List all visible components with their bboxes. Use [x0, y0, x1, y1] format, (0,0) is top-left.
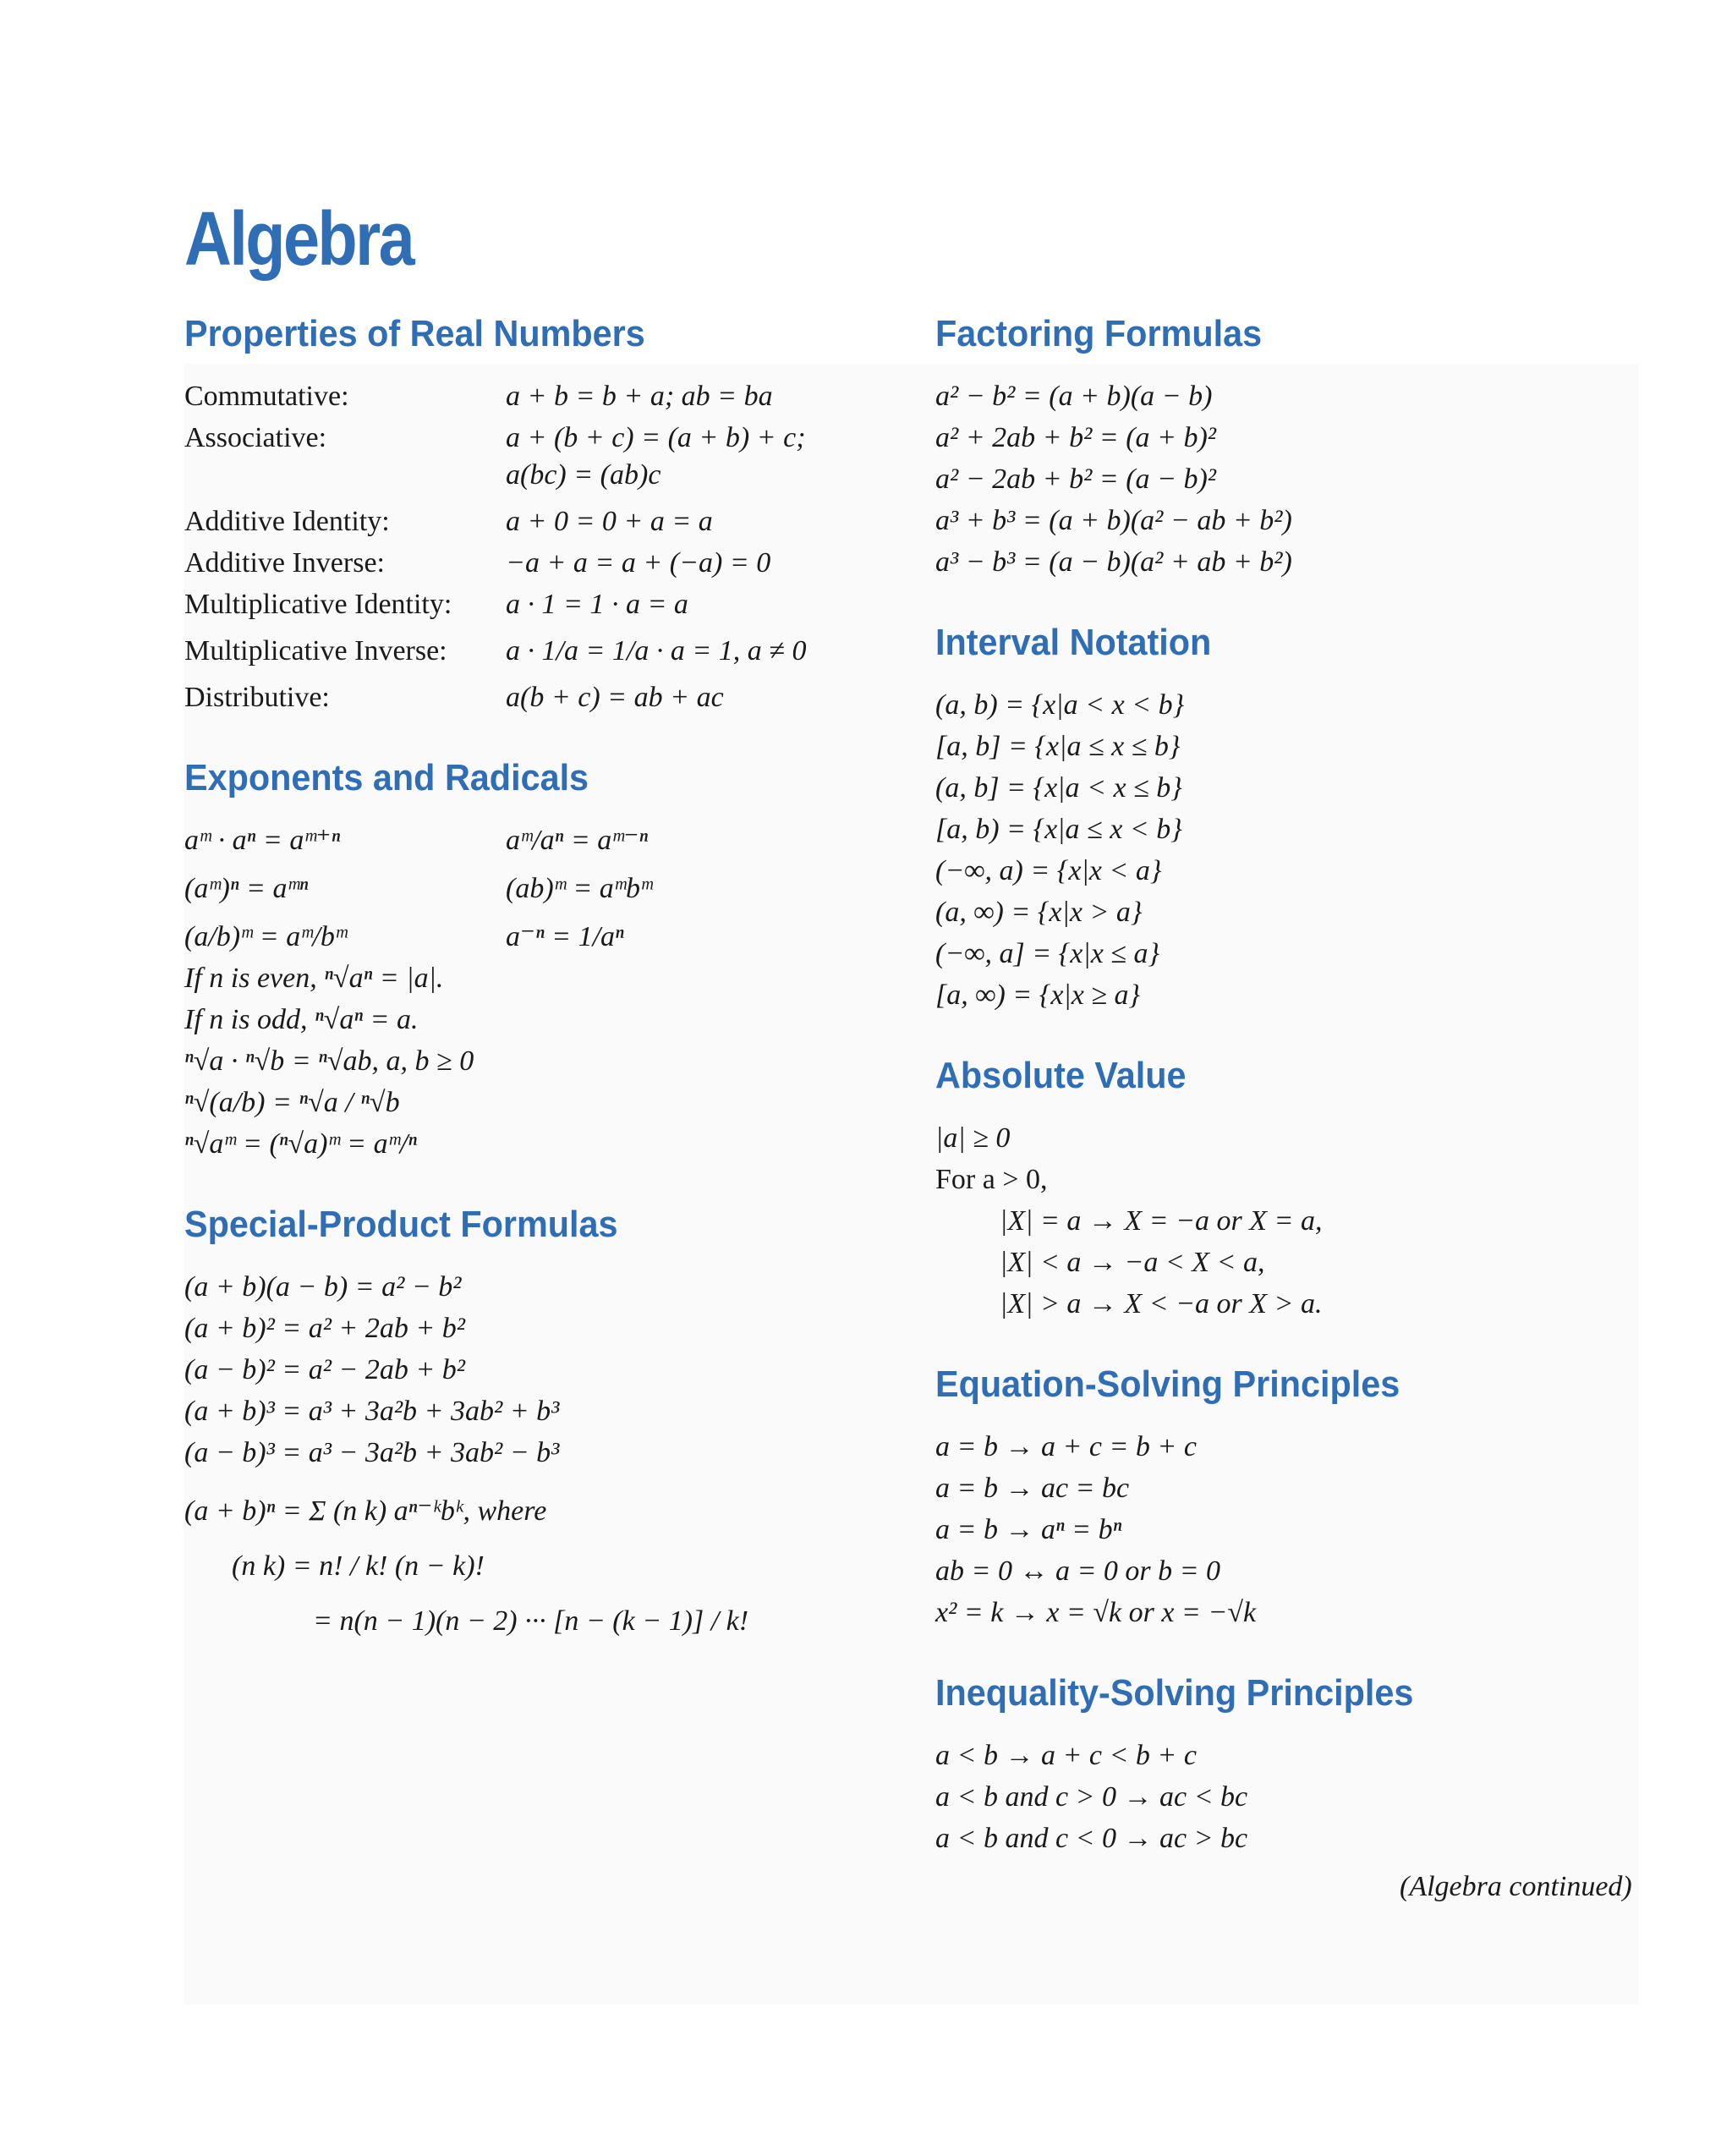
exponent-rule: aᵐ/aⁿ = aᵐ⁻ⁿ	[506, 825, 649, 856]
exponent-rule: a⁻ⁿ = 1/aⁿ	[506, 921, 624, 952]
property-formula: a + 0 = 0 + a = a	[506, 506, 713, 537]
property-label: Multiplicative Identity:	[184, 589, 452, 620]
property-row	[184, 417, 895, 458]
property-label: Additive Identity:	[184, 506, 390, 537]
property-formula: a + (b + c) = (a + b) + c;	[506, 422, 806, 453]
binomial-theorem: (a + b)ⁿ = Σ (n k) aⁿ⁻ᵏbᵏ, where	[184, 1495, 547, 1527]
absolute-formula: |a| ≥ 0	[935, 1122, 1011, 1154]
factoring-formula: a² − 2ab + b² = (a − b)²	[935, 464, 1216, 495]
interval-formula: [a, b] = {x|a ≤ x ≤ b}	[935, 731, 1181, 762]
property-row	[184, 584, 895, 625]
radical-rule: ⁿ√(a/b) = ⁿ√a / ⁿ√b	[184, 1087, 400, 1118]
absolute-case: |X| > a → X < −a or X > a.	[1000, 1288, 1323, 1319]
section-title-equation: Equation-Solving Principles	[935, 1363, 1400, 1405]
property-row	[184, 501, 895, 542]
exponent-rule: aᵐ · aⁿ = aᵐ⁺ⁿ	[184, 825, 341, 856]
exponent-rule: (ab)ᵐ = aᵐbᵐ	[506, 873, 653, 904]
binomial-expansion: = n(n − 1)(n − 2) ··· [n − (k − 1)] / k!	[313, 1605, 749, 1637]
property-formula: a + b = b + a; ab = ba	[506, 381, 773, 412]
section-title-special-product: Special-Product Formulas	[184, 1204, 618, 1245]
exponent-rule: (aᵐ)ⁿ = aᵐⁿ	[184, 873, 309, 904]
property-formula: a · 1 = 1 · a = a	[506, 589, 688, 620]
exponent-rules	[184, 820, 895, 957]
special-product-list	[184, 1266, 895, 1642]
inequality-list	[935, 1735, 1646, 1859]
equation-principle: a = b → aⁿ = bⁿ	[935, 1514, 1122, 1545]
absolute-case: |X| < a → −a < X < a,	[1000, 1247, 1265, 1278]
equation-principle: a = b → a + c = b + c	[935, 1431, 1197, 1462]
inequality-principle: a < b and c > 0 → ac < bc	[935, 1781, 1248, 1813]
equation-principle: x² = k → x = √k or x = −√k	[935, 1597, 1257, 1628]
property-formula: a(bc) = (ab)c	[506, 459, 661, 491]
special-product-formula: (a + b)(a − b) = a² − b²	[184, 1271, 462, 1303]
property-row	[184, 677, 895, 718]
absolute-condition: For a > 0,	[935, 1164, 1048, 1195]
special-product-formula: (a − b)³ = a³ − 3a²b + 3ab² − b³	[184, 1437, 560, 1468]
special-product-formula: (a − b)² = a² − 2ab + b²	[184, 1354, 465, 1385]
interval-formula: (a, ∞) = {x|x > a}	[935, 897, 1143, 928]
section-title-exponents: Exponents and Radicals	[184, 757, 589, 798]
equation-principle: ab = 0 ↔ a = 0 or b = 0	[935, 1555, 1221, 1587]
absolute-case: |X| = a → X = −a or X = a,	[1000, 1205, 1323, 1237]
property-label: Distributive:	[184, 682, 330, 713]
property-label: Associative:	[184, 422, 327, 453]
radical-rule: ⁿ√a · ⁿ√b = ⁿ√ab, a, b ≥ 0	[184, 1045, 474, 1077]
property-label: Commutative:	[184, 381, 349, 412]
binomial-coefficient: (n k) = n! / k! (n − k)!	[232, 1550, 485, 1582]
property-formula: a(b + c) = ab + ac	[506, 682, 724, 713]
property-row	[184, 376, 895, 417]
factoring-formula: a³ + b³ = (a + b)(a² − ab + b²)	[935, 505, 1292, 536]
section-title-absolute: Absolute Value	[935, 1055, 1187, 1096]
radical-rule: ⁿ√aᵐ = (ⁿ√a)ᵐ = aᵐ/ⁿ	[184, 1128, 417, 1160]
factoring-formula: a² + 2ab + b² = (a + b)²	[935, 422, 1216, 453]
factoring-list	[935, 376, 1646, 583]
interval-formula: [a, ∞) = {x|x ≥ a}	[935, 979, 1141, 1011]
special-product-formula: (a + b)² = a² + 2ab + b²	[184, 1313, 465, 1344]
factoring-formula: a³ − b³ = (a − b)(a² + ab + b²)	[935, 546, 1292, 578]
interval-formula: [a, b) = {x|a ≤ x < b}	[935, 814, 1182, 845]
absolute-value-list	[935, 1117, 1646, 1325]
interval-list	[935, 684, 1646, 1016]
property-row	[184, 630, 895, 672]
equation-list	[935, 1426, 1646, 1633]
equation-principle: a = b → ac = bc	[935, 1473, 1130, 1504]
property-row	[184, 458, 895, 492]
properties-table	[184, 376, 895, 718]
page-title: Algebra	[184, 197, 414, 282]
inequality-principle: a < b → a + c < b + c	[935, 1740, 1197, 1771]
property-formula: a · 1/a = 1/a · a = 1, a ≠ 0	[506, 635, 807, 667]
left-column	[184, 313, 895, 1642]
interval-formula: (a, b) = {x|a < x < b}	[935, 689, 1185, 721]
factoring-formula: a² − b² = (a + b)(a − b)	[935, 381, 1213, 412]
radical-rule: If n is even, ⁿ√aⁿ = |a|.	[184, 963, 444, 994]
interval-formula: (a, b] = {x|a < x ≤ b}	[935, 772, 1182, 804]
property-formula: −a + a = a + (−a) = 0	[506, 547, 771, 579]
special-product-formula: (a + b)³ = a³ + 3a²b + 3ab² + b³	[184, 1396, 560, 1427]
radical-rule: If n is odd, ⁿ√aⁿ = a.	[184, 1004, 419, 1035]
exponent-rule: (a/b)ᵐ = aᵐ/bᵐ	[184, 921, 348, 952]
property-row	[184, 542, 895, 584]
section-title-inequality: Inequality-Solving Principles	[935, 1672, 1414, 1714]
property-label: Multiplicative Inverse:	[184, 635, 447, 667]
section-title-interval: Interval Notation	[935, 622, 1212, 663]
property-label: Additive Inverse:	[184, 547, 385, 579]
section-title-factoring: Factoring Formulas	[935, 313, 1263, 354]
inequality-principle: a < b and c < 0 → ac > bc	[935, 1823, 1248, 1854]
interval-formula: (−∞, a] = {x|x ≤ a}	[935, 938, 1160, 969]
section-title-properties: Properties of Real Numbers	[184, 313, 645, 354]
interval-formula: (−∞, a) = {x|x < a}	[935, 855, 1162, 886]
right-column	[935, 313, 1646, 1859]
continued-note: (Algebra continued)	[1400, 1871, 1632, 1902]
